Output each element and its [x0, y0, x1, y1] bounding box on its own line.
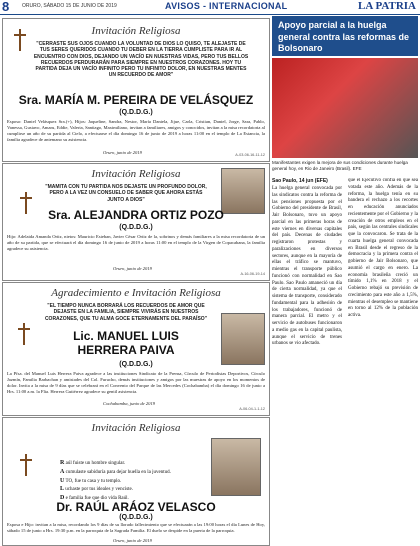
ad-quote: "EL TIEMPO NUNCA BORRARÁ LOS RECUERDOS DE AMOR QUE DEJASTE EN LA FAMILIA, SIEMPRE VIVIRÁS EN NUESTROS CORAZONES, QUE TU ALMA GOCE ETERNAMENTE DEL PARAÍSO"	[44, 303, 208, 322]
rip-label: (Q.D.D.G.)	[119, 224, 153, 231]
acrostic-line: U TO, fue tu casa y tu templo.	[60, 477, 122, 484]
news-photo	[272, 58, 418, 158]
deceased-name: Sra. ALEJANDRA ORTIZ POZO	[48, 208, 224, 222]
section-title: AVISOS - INTERNACIONAL	[165, 1, 288, 11]
obituary-ad-1	[2, 18, 270, 162]
ad-title: Invitación Religiosa	[91, 25, 181, 37]
article-column-2	[348, 178, 418, 544]
cross-icon	[19, 454, 33, 476]
page-header	[0, 0, 420, 15]
deceased-photo	[221, 313, 265, 365]
article-text-2: que el Ejecutivo confía en que sea votada este año. Además de la reforma, la huelga tenía en su bandera el rechazo a los recortes en educación anunciados recientemente por el Gobierno y la creación de otros empleos en el país, según las centrales sindicales que la convocaron. Se trata de la cuarta huelga general convocada en Brasil desde el regreso de la democracia y la primera contra el gobierno de Jair Bolsonaro, que asumió el cargo en enero. La economía brasileña creció un tímido 1,1% en 2018 y el Gobierno rebajó su previsión de crecimiento para este año a 1,5%, mientras el desempleo se mantiene en torno al 12% de la población activa.	[348, 178, 418, 318]
ad-footer: Oruro, junio de 2019	[113, 266, 152, 271]
article-column-1	[272, 178, 342, 544]
obituary-ad-2	[2, 163, 270, 281]
ad-title: Invitación Religiosa	[91, 422, 181, 434]
ad-quote: "CERRASTE SUS OJOS CUANDO LA VOLUNTAD DE DIOS LO QUISO, TE ALEJASTE DE TUS SERES QUERIDOS CUANDO TU DEBER EN LA TIERRA CUMPLISTE PARA IR AL ENCUENTRO CON DIOS, DEJANDO UN VACÍO EN NUESTRAS VIDAS, PERO TUS BELLOS RECUERDOS PERDURARÁN PARA SIEMPRE EN NUESTROS CORAZONES. HOY TU PARTIDA DEJA UN VACÍO INFINITO PERO TU INFINITO DOLOR, EN NUESTRAS MENTES UN RECUERDO DE AMOR"	[33, 41, 249, 79]
ad-footer: Oruro, junio de 2019	[113, 538, 152, 543]
newspaper-name: LA PATRIA	[358, 0, 416, 12]
acrostic-line: L uchaste por tus ideales y venciste.	[60, 486, 134, 493]
page-number: 8	[2, 0, 10, 14]
page-date: ORURO, SÁBADO 15 DE JUNIO DE 2019	[22, 3, 117, 9]
ad-code: A-06-04-1-1-12	[239, 407, 265, 411]
deceased-name: Dr. RAÚL ARÁOZ VELASCO	[56, 500, 216, 514]
acrostic-line: D e familia fue que dio vida Raúl.	[60, 495, 129, 501]
ad-body: Hijo: Adelaida Amanda Ortiz, nietos: Mauricio Esteban, Javier César Ortiz de la, sobrinos y demás familiares a la misa recordatoria de un año de su partida, que se efectuará el día domingo 16 de junio de 2019 a horas 11:00 en el templo de la Virgen de Copacabana, la familia agradece su asistencia.	[7, 234, 265, 251]
ad-footer: Cochabamba, junio de 2019	[103, 401, 156, 406]
ad-code: A-16-06-19-14	[240, 272, 265, 276]
ad-quote: "MAMITA CON TU PARTIDA NOS DEJASTE UN PROFUNDO DOLOR, PERO A LA VEZ UN CONSUELO DE SABER QUE AHORA ESTÁS JUNTO A DIOS"	[45, 184, 207, 203]
article-text-1: La huelga general convocada por las sindicatos contra la reforma de las pensiones propuesta por el Gobierno del presidente de Brasil, Jair Bolsonaro, tuvo un apoyo parcial en las primeras horas de este viernes en diversas capitales del país. Decenas de ciudades registraron protestas y paralizaciones en diversos sectores, aunque en la mayoría de ellas el tráfico se mantuvo, mientras el transporte público funcionó con normalidad en Sao Paulo. Sao Paulo amaneció un día de cierta normalidad, ya que el sistema de transporte, considerado fundamental para la adhesión de los trabajadores, funcionó de manera parcial. El metro y el servicio de autobuses funcionaron a medio gas en la capital paulista, aunque el servicio de trenes urbanos se vio afectado.	[272, 186, 342, 347]
acrostic-poem	[60, 459, 171, 503]
photo-caption: Manifestantes exigen la mejora de sus condiciones durante huelga general hoy, en Rio de Janeiro (Brasil). EFE	[272, 160, 408, 171]
deceased-photo	[211, 438, 261, 496]
obituary-ad-3	[2, 282, 270, 416]
ad-body: La Pfsa. del Manuel Luis Herrera Paiva agradece a las instituciones Sindicato de la Prensa, Círculo de Periodistas Deportivos, Círculo Jazmín, Familia Barbachan y amistades del Col. Furucho, demás instituciones y amigos por las muestras de apoyo en los momentos de dolor. Invita a la misa de 9 días que se celebrará en el Convento del Parque de las Mercedes (Cochabamba) el día domingo 16 de junio a Hrs. 11:00 a.m. la Flia. Herrera Gutiérrez agradece su gentil asistencia.	[7, 371, 265, 394]
ad-footer: Oruro, junio de 2019	[103, 150, 142, 155]
rip-label: (Q.D.D.G.)	[119, 514, 153, 521]
article-dateline: Sao Paulo, 14 jun (EFE)	[272, 178, 328, 184]
ad-body: Esposo: Daniel Velásquez Sra.(+), Hijos: Jaqueline, Sandra, Nestor, María Daniela, Jijue, Carla, Cristian, Daniel, Jorge, Sara, Pablo, Vanessa, Gustavo, Amaru, Eddie, Valeria, Santiago, Maximiliano, invitan a familiares, amigos y conocidos, invitan a la misa recordatoria al cumplirse un año de su partida al Cielo, a efectuarse el día domingo 16 de junio de 2019 a horas 11:00 en el templo de La Estancia, la familia agradece de antemano su asistencia.	[7, 119, 265, 142]
rip-label: (Q.D.D.G.)	[119, 361, 153, 368]
ad-code: A-03-06-16-11-12	[235, 153, 265, 157]
acrostic-line: R aúl fuiste un hombre singular.	[60, 460, 126, 466]
ad-title: Invitación Religiosa	[91, 168, 181, 180]
deceased-name: Lic. MANUEL LUIS HERRERA PAIVA	[73, 329, 179, 357]
ad-body: Esposa e Hijo: invitan a la misa, recordando los 9 días de su llorado fallecimiento que se efectuarán a las 19:00 horas el día Lunes de Hoy, sábado 15 de junio a Hrs. 19:30 p.m. en la parroquia de la Sagrada Familia. El duelo se despide en la puerta de la parroquia.	[7, 522, 265, 533]
acrostic-line: A cumulaste sabiduría para dejar huella en la juventud.	[60, 468, 171, 475]
cross-icon	[17, 323, 31, 345]
ad-title: Agradecimiento e Invitación Religiosa	[51, 287, 221, 299]
deceased-name: Sra. MARÍA M. PEREIRA DE VELÁSQUEZ	[18, 93, 254, 107]
news-headline: Apoyo parcial a la huelga general contra las reformas de Bolsonaro	[272, 16, 418, 56]
rip-label: (Q.D.D.G.)	[119, 109, 153, 116]
